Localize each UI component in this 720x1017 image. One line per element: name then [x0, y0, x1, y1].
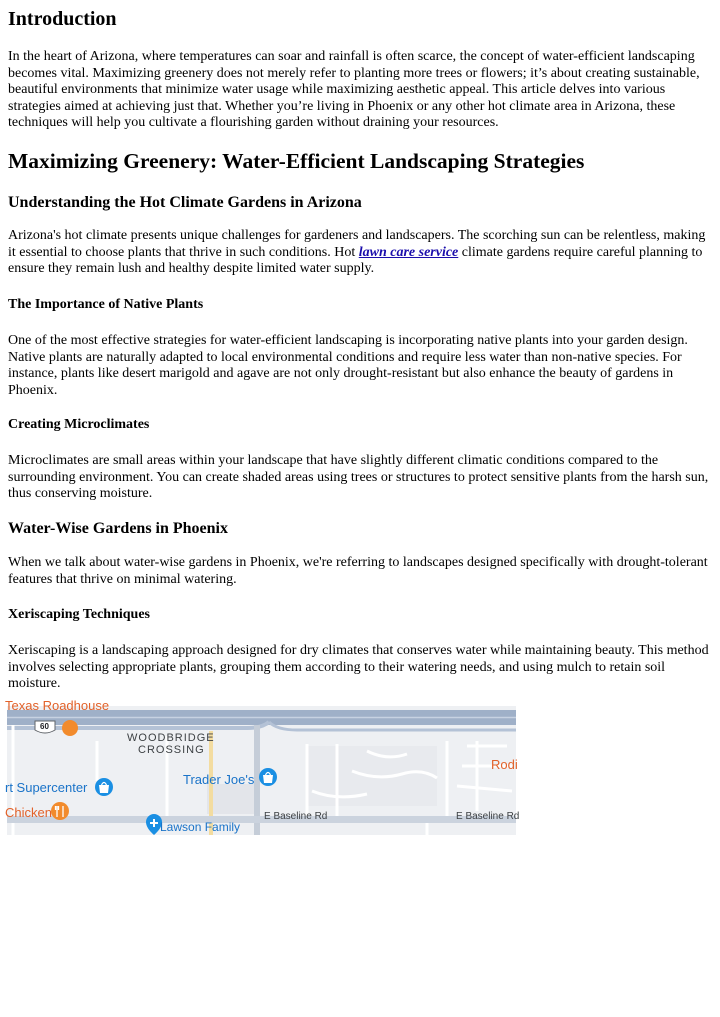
intro-heading: Introduction	[8, 8, 117, 30]
map-label-chicken[interactable]: Chicken	[5, 805, 52, 820]
map-label-supercenter[interactable]: rt Supercenter	[5, 780, 88, 795]
map-label-baseline-rd: E Baseline Rd	[264, 811, 328, 822]
shopping-bag-icon	[95, 778, 113, 796]
map-label-texas-roadhouse[interactable]: Texas Roadhouse	[5, 698, 110, 713]
map-canvas	[7, 706, 516, 835]
map-label-crossing: CROSSING	[138, 744, 205, 756]
map-label-woodbridge: WOODBRIDGE	[127, 732, 215, 744]
map-embed[interactable]	[5, 698, 520, 835]
map-label-baseline-rd-east: E Baseline Rd	[456, 811, 520, 822]
understanding-paragraph	[8, 228, 716, 278]
understanding-heading: Understanding the Hot Climate Gardens in Arizona	[8, 194, 362, 211]
map-highway-number: 60	[40, 722, 49, 731]
map-label-trader-joes[interactable]: Trader Joe's	[183, 772, 255, 787]
main-heading: Maximizing Greenery: Water-Efficient Landscaping Strategies	[8, 149, 585, 173]
water-wise-heading: Water-Wise Gardens in Phoenix	[8, 520, 228, 537]
microclimates-paragraph: Microclimates are small areas within your landscape that have slightly different climatic conditions compared to the surrounding environment. You can create shaded areas using trees or structures to protect sensitive plants from the harsh sun, thus conserving moisture.	[8, 453, 709, 502]
map-label-lawson-family[interactable]: Lawson Family	[160, 820, 241, 834]
native-plants-heading: The Importance of Native Plants	[8, 297, 204, 312]
understanding-text-2: climate gardens require careful planning to ensure they remain lush and healthy despite limited water supply.	[8, 244, 703, 277]
native-plants-paragraph: One of the most effective strategies for water-efficient landscaping is incorporating native plants into your garden design. Native plants are naturally adapted to local environmental conditions and require less water than non-native species. For instance, plants like desert marigold and agave are not only drought-resistant but also enhance the beauty of gardens in Phoenix.	[8, 333, 688, 398]
fork-knife-icon	[62, 720, 78, 736]
lawn-care-service-link[interactable]: lawn care service	[358, 244, 459, 260]
fork-knife-icon	[51, 802, 69, 820]
shopping-bag-icon	[259, 768, 277, 786]
water-wise-paragraph: When we talk about water-wise gardens in Phoenix, we're referring to landscapes designed specifically with drought-tolerant features that thrive on minimal watering.	[8, 555, 708, 587]
xeriscaping-paragraph: Xeriscaping is a landscaping approach designed for dry climates that conserves water while maintaining beauty. This method involves selecting appropriate plants, grouping them according to their watering needs, and using mulch to retain soil moisture.	[8, 643, 709, 692]
xeriscaping-heading: Xeriscaping Techniques	[8, 607, 150, 622]
map-label-rodi[interactable]: Rodi	[491, 757, 518, 772]
understanding-text-1: Arizona's hot climate presents unique challenges for gardeners and landscapers. The scorching sun can be relentless, making it essential to choose plants that thrive in such conditions. Hot	[8, 228, 706, 260]
microclimates-heading: Creating Microclimates	[8, 417, 150, 432]
intro-paragraph: In the heart of Arizona, where temperatures can soar and rainfall is often scarce, the concept of water-efficient landscaping becomes vital. Maximizing greenery does not merely refer to planting more trees or flowers; it’s about creating sustainable, beautiful environments that minimize water usage while maximizing aesthetic appeal. This article delves into various strategies aimed at achieving just that. Whether you’re living in Phoenix or any other hot climate area in Arizona, these techniques will help you cultivate a flourishing garden without draining your resources.	[8, 49, 700, 131]
